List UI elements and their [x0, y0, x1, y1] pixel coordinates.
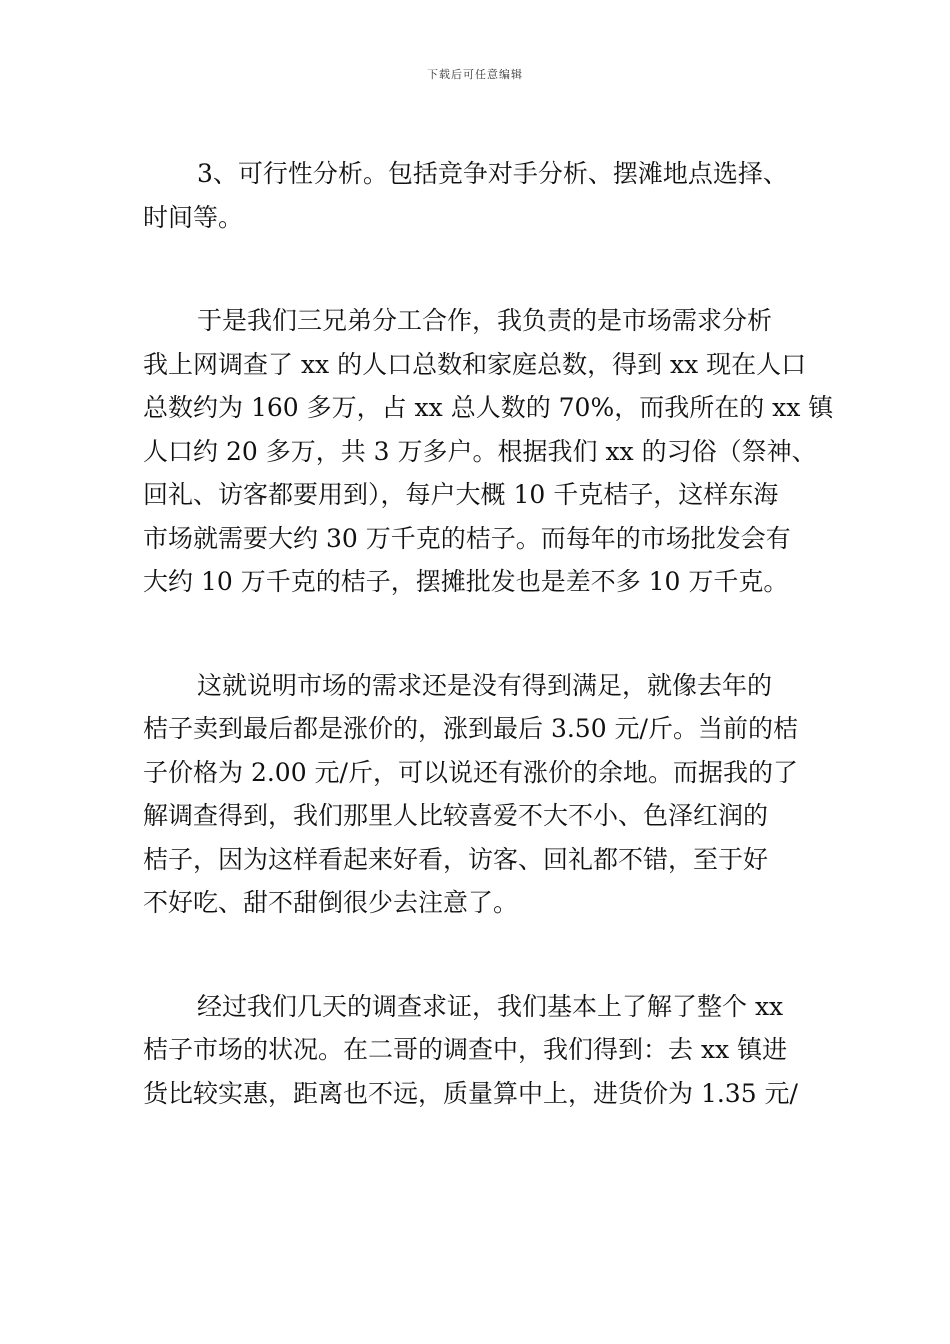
paragraph-feasibility — [143, 152, 809, 239]
paragraph-line: 子价格为 2.00 元/斤，可以说还有涨价的余地。而据我的了 — [143, 757, 798, 787]
header-note: 下载后可任意编辑 — [427, 68, 523, 81]
paragraph-line: 我上网调查了 xx 的人口总数和家庭总数，得到 xx 现在人口 — [143, 349, 807, 379]
document-body — [143, 152, 834, 1175]
paragraph-price-analysis — [143, 664, 809, 925]
paragraph-line: 货比较实惠，距离也不远，质量算中上，进货价为 1.35 元/ — [143, 1078, 798, 1108]
paragraph-line: 桔子，因为这样看起来好看，访客、回礼都不错，至于好 — [143, 844, 769, 874]
paragraph-line: 桔子市场的状况。在二哥的调查中，我们得到：去 xx 镇进 — [143, 1035, 788, 1064]
paragraph-line: 总数约为 160 多万，占 xx 总人数的 70%，而我所在的 xx 镇 — [143, 393, 834, 422]
paragraph-line: 这就说明市场的需求还是没有得到满足，就像去年的 — [197, 670, 773, 700]
paragraph-survey-results — [143, 985, 809, 1116]
paragraph-line: 回礼、访客都要用到），每户大概 10 千克桔子，这样东海 — [143, 480, 779, 509]
paragraph-line: 解调查得到，我们那里人比较喜爱不大不小、色泽红润的 — [143, 801, 769, 830]
paragraph-line: 桔子卖到最后都是涨价的，涨到最后 3.50 元/斤。当前的桔 — [143, 714, 798, 743]
paragraph-line: 市场就需要大约 30 万千克的桔子。而每年的市场批发会有 — [143, 523, 791, 553]
paragraph-line: 不好吃、甜不甜倒很少去注意了。 — [143, 888, 519, 917]
paragraph-line: 于是我们三兄弟分工合作，我负责的是市场需求分析 — [197, 306, 773, 335]
paragraph-line: 经过我们几天的调查求证，我们基本上了解了整个 xx — [197, 991, 784, 1021]
paragraph-line: 时间等。 — [143, 202, 244, 232]
paragraph-line: 大约 10 万千克的桔子，摆摊批发也是差不多 10 万千克。 — [143, 567, 789, 596]
paragraph-line: 3、可行性分析。包括竞争对手分析、摆滩地点选择、 — [197, 159, 788, 188]
paragraph-market-demand — [143, 299, 834, 604]
paragraph-line: 人口约 20 多万，共 3 万多户。根据我们 xx 的习俗（祭神、 — [143, 436, 817, 466]
